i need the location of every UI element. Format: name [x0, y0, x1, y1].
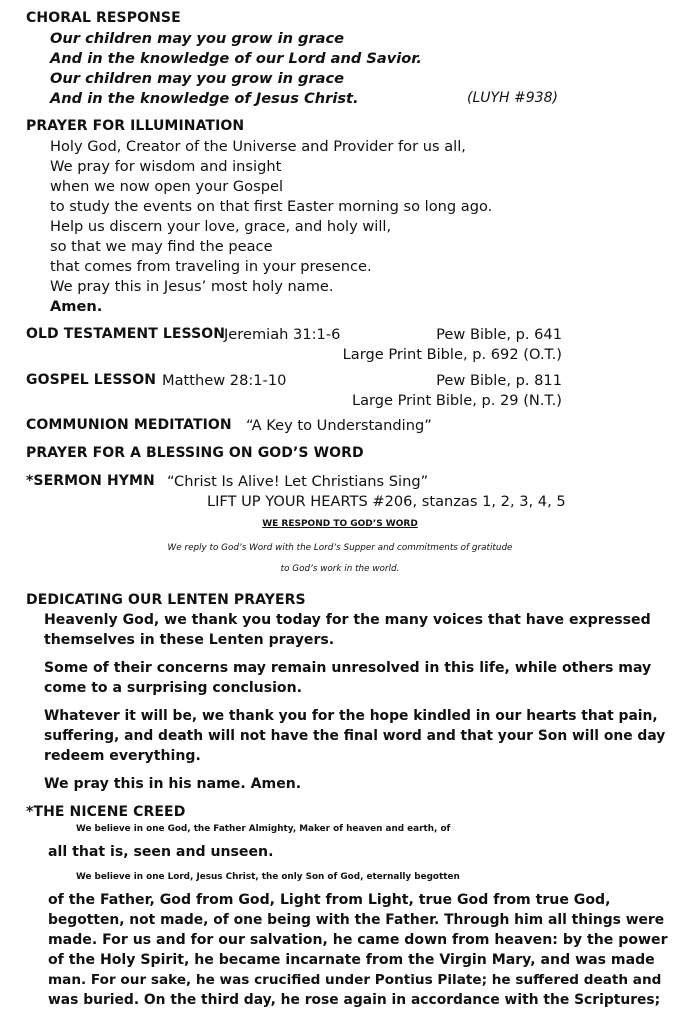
prayer-line: We pray this in Jesus’ most holy name.	[50, 278, 334, 295]
blessing-heading: PRAYER FOR A BLESSING ON GOD’S WORD	[26, 445, 364, 461]
creed-line: man. For our sake, he was crucified under Pontius Pilate; he suffered death and	[48, 972, 662, 988]
old-testament-heading: OLD TESTAMENT LESSON	[26, 326, 226, 342]
respond-line: We reply to God’s Word with the Lord’s Supper and commitments of gratitude	[167, 543, 513, 553]
sermon-hymn-heading: *SERMON HYMN	[26, 473, 155, 489]
respond-heading: WE RESPOND TO GOD’S WORD	[262, 519, 418, 529]
old-testament-pew: Pew Bible, p. 641	[436, 326, 562, 343]
gospel-heading: GOSPEL LESSON	[26, 372, 157, 388]
creed-line: begotten, not made, of one being with the Father. Through him all things were	[48, 912, 665, 928]
creed-line: made. For us and for our salvation, he came down from heaven: by the power	[48, 932, 668, 948]
old-testament-large-print: Large Print Bible, p. 692 (O.T.)	[342, 346, 562, 363]
lenten-line: suffering, and death will not have the final word and that your Son will one day	[44, 728, 666, 744]
prayer-line: Help us discern your love, grace, and holy will,	[50, 218, 392, 235]
gospel-pew: Pew Bible, p. 811	[436, 372, 562, 389]
choral-line: Our children may you grow in grace	[50, 30, 345, 47]
choral-response-heading: CHORAL RESPONSE	[26, 10, 181, 26]
choral-line: And in the knowledge of Jesus Christ.	[50, 90, 359, 107]
prayer-line: that comes from traveling in your presence.	[50, 258, 372, 275]
creed-line: We believe in one God, the Father Almighty, Maker of heaven and earth, of	[76, 824, 451, 834]
lenten-line: We pray this in his name. Amen.	[44, 776, 302, 792]
lenten-line: Whatever it will be, we thank you for the hope kindled in our hearts that pain,	[44, 708, 658, 724]
communion-heading: COMMUNION MEDITATION	[26, 417, 232, 433]
creed-line: of the Father, God from God, Light from Light, true God from true God,	[48, 892, 611, 908]
creed-line: of the Holy Spirit, he became incarnate from the Virgin Mary, and was made	[48, 952, 655, 968]
prayer-amen: Amen.	[50, 298, 103, 315]
lenten-line: come to a surprising conclusion.	[44, 680, 303, 696]
creed-line: was buried. On the third day, he rose again in accordance with the Scriptures;	[48, 992, 661, 1008]
choral-line: Our children may you grow in grace	[50, 70, 345, 87]
prayer-line: We pray for wisdom and insight	[50, 158, 282, 175]
communion-title: “A Key to Understanding”	[246, 417, 432, 434]
prayer-line: so that we may find the peace	[50, 238, 273, 255]
creed-line: We believe in one Lord, Jesus Christ, the only Son of God, eternally begotten	[76, 872, 460, 882]
creed-heading: *THE NICENE CREED	[26, 804, 186, 820]
choral-line: And in the knowledge of our Lord and Savior.	[50, 50, 422, 67]
lenten-line: Some of their concerns may remain unresolved in this life, while others may	[44, 660, 652, 676]
prayer-line: Holy God, Creator of the Universe and Provider for us all,	[50, 138, 466, 155]
choral-reference: (LUYH #938)	[467, 90, 558, 106]
respond-line: to God’s work in the world.	[280, 564, 400, 574]
prayer-line: to study the events on that first Easter morning so long ago.	[50, 198, 493, 215]
lenten-line: redeem everything.	[44, 748, 201, 764]
gospel-passage: Matthew 28:1-10	[162, 372, 287, 389]
prayer-illumination-heading: PRAYER FOR ILLUMINATION	[26, 118, 245, 134]
sermon-hymn-source: LIFT UP YOUR HEARTS #206, stanzas 1, 2, 3, 4, 5	[207, 493, 566, 510]
lenten-line: Heavenly God, we thank you today for the many voices that have expressed	[44, 612, 651, 628]
gospel-large-print: Large Print Bible, p. 29 (N.T.)	[351, 392, 562, 409]
lenten-heading: DEDICATING OUR LENTEN PRAYERS	[26, 592, 306, 608]
lenten-line: themselves in these Lenten prayers.	[44, 632, 335, 648]
prayer-line: when we now open your Gospel	[50, 178, 284, 195]
sermon-hymn-title: “Christ Is Alive! Let Christians Sing”	[167, 473, 429, 490]
old-testament-passage: Jeremiah 31:1-6	[224, 326, 341, 343]
creed-line: all that is, seen and unseen.	[48, 844, 274, 860]
